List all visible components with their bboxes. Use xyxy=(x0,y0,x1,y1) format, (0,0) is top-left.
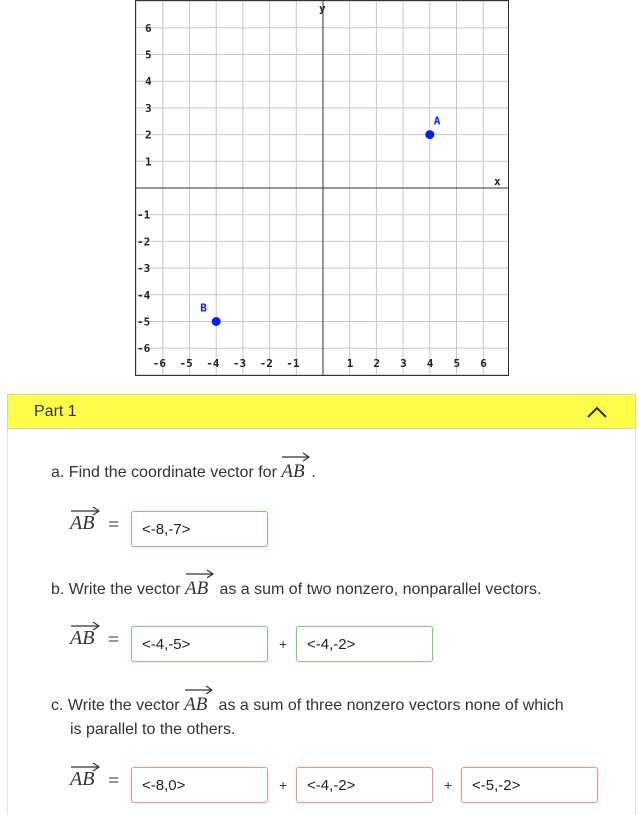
point-a xyxy=(425,130,434,139)
x-tick-label: -1 xyxy=(286,357,300,370)
y-tick-label: -4 xyxy=(137,288,151,302)
vector-ab-notation: AB xyxy=(185,577,215,602)
vector-ab-label-a: AB xyxy=(70,512,94,535)
point-label-b: B xyxy=(200,301,207,315)
x-axis-label: x xyxy=(494,175,501,188)
x-tick-label: 1 xyxy=(346,357,354,370)
equals-sign: = xyxy=(108,770,120,792)
question-a: a. Find the coordinate vector for AB . xyxy=(51,460,316,485)
y-tick-label: 5 xyxy=(145,48,152,62)
x-tick-label: 2 xyxy=(373,357,381,370)
equals-sign: = xyxy=(108,629,120,651)
question-c xyxy=(51,693,621,718)
y-tick-label: 3 xyxy=(145,101,152,115)
point-b xyxy=(212,317,221,326)
answer-b2-input[interactable]: <-4,-2> xyxy=(296,626,433,662)
answer-c2-input[interactable]: <-4,-2> xyxy=(296,767,433,803)
question-b-suffix: as a sum of two nonzero, nonparallel vectors. xyxy=(219,581,542,598)
part-title: Part 1 xyxy=(34,403,77,420)
vector-ab-notation: AB xyxy=(184,693,214,718)
y-tick-label: -5 xyxy=(137,315,151,329)
part-header[interactable] xyxy=(7,394,636,429)
y-tick-label: -3 xyxy=(137,262,151,276)
x-tick-label: -5 xyxy=(179,357,193,370)
x-tick-label: 3 xyxy=(400,357,407,370)
question-c-prefix: c. Write the vector xyxy=(51,697,180,714)
x-tick-label: -4 xyxy=(206,357,220,370)
x-tick-label: 6 xyxy=(480,357,487,370)
x-tick-label: -3 xyxy=(232,357,247,370)
answer-a-input[interactable]: <-8,-7> xyxy=(131,511,268,547)
question-c-suffix: as a sum of three nonzero vectors none of which xyxy=(218,697,564,714)
plus-sign: + xyxy=(279,636,288,652)
y-tick-label: -1 xyxy=(137,208,151,222)
x-tick-label: -6 xyxy=(152,357,167,370)
y-tick-label: 2 xyxy=(145,128,152,142)
y-tick-label: 4 xyxy=(145,75,152,89)
point-label-a: A xyxy=(433,114,441,128)
coordinate-graph xyxy=(135,0,509,376)
vector-ab-label-c: AB xyxy=(70,768,94,791)
y-axis-label: y xyxy=(319,2,326,15)
graph-canvas xyxy=(136,1,508,375)
question-c-line2: is parallel to the others. xyxy=(70,721,236,738)
x-tick-label: -2 xyxy=(259,357,273,370)
y-tick-label: -6 xyxy=(137,342,151,356)
x-tick-label: 5 xyxy=(453,357,461,370)
question-b-prefix: b. Write the vector xyxy=(51,581,181,598)
answer-c3-input[interactable]: <-5,-2> xyxy=(461,767,598,803)
question-a-text: a. Find the coordinate vector for xyxy=(51,464,277,481)
plus-sign: + xyxy=(444,777,453,793)
answer-b1-input[interactable]: <-4,-5> xyxy=(131,626,268,662)
y-tick-label: 1 xyxy=(145,155,152,169)
vector-ab-notation: AB xyxy=(281,460,311,485)
equals-sign: = xyxy=(108,514,120,536)
y-tick-label: 6 xyxy=(145,21,152,35)
chevron-up-icon[interactable] xyxy=(585,404,609,420)
answer-c1-input[interactable]: <-8,0> xyxy=(131,767,268,803)
plus-sign: + xyxy=(279,777,288,793)
question-b xyxy=(51,577,541,602)
y-tick-label: -2 xyxy=(137,235,151,249)
x-tick-label: 4 xyxy=(426,357,434,370)
vector-ab-label-b: AB xyxy=(70,627,94,650)
